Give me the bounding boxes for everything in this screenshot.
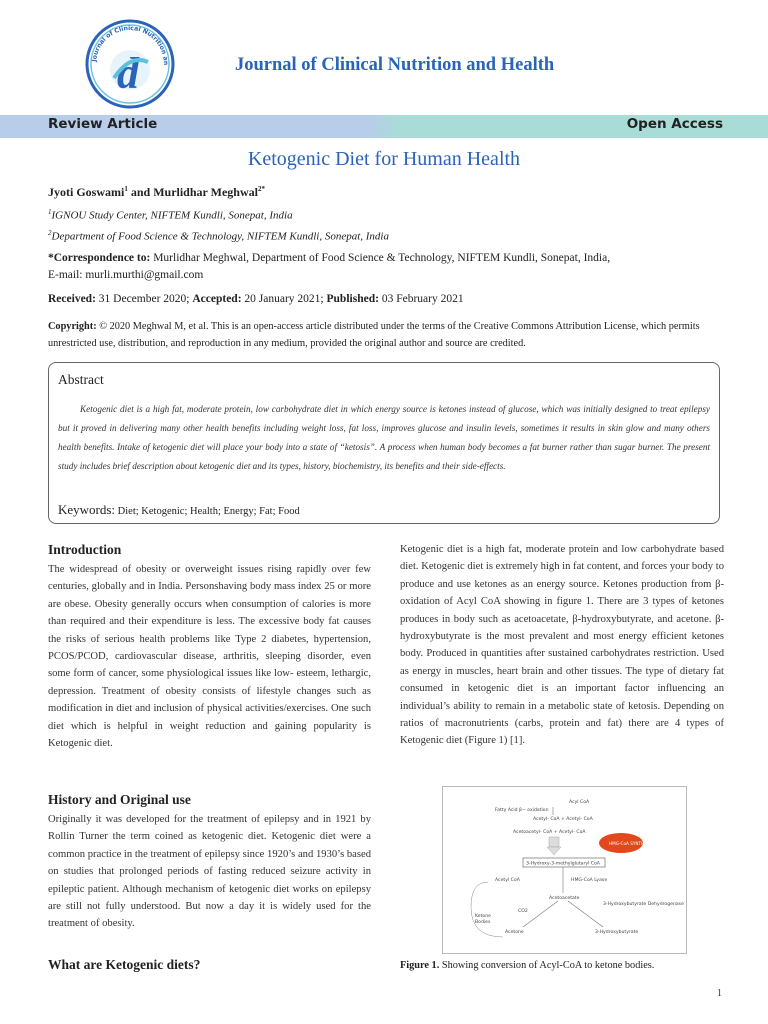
aff-1-sup: 1: [48, 208, 52, 216]
received-label: Received:: [48, 293, 96, 305]
accepted-label: Accepted:: [192, 293, 242, 305]
fig-acetoacetyl: Acetoacetyl- CoA + Acetyl- CoA: [513, 830, 586, 835]
abstract-body: Ketogenic diet is a high fat, moderate protein, low carbohydrate diet in which energy source is ketones instead of glucose, which was initially designed to treat epilepsy but it proved in delivering many other health benefits including weight loss, fat loss, improves glucose and insulin levels, sometimes it results in skin glow and many others health benefits. Intake of ketogenic diet will place your body into a state of “ketosis”. A process when human body becomes a fat burner rather than sugar burner. The present study includes brief description about ketogenic diet and its types, history, biochemistry, its benefits and their side-effects.: [58, 404, 710, 471]
access-type: Open Access: [626, 116, 723, 132]
correspondence: [48, 252, 610, 264]
fig-ketone: Ketone: [475, 914, 491, 919]
history-body: Originally it was developed for the treatment of epilepsy and in 1921 by Rollin Turner the term coined as ketogenic diet. Ketogenic diet were a common practice in the treatment of epilepsy since 1920’s and 1930’s based on studies that prolonged periods of fasting reduced seizure activity in epileptic patient. Although mechanism of ketogenic diet works on epilepsy are still not fully understood. But now a day it is widely used for the treatment of obesity.: [48, 814, 371, 930]
fig-acetone: Acetone: [505, 930, 524, 935]
author-2: and Murlidhar Meghwal: [127, 185, 258, 199]
figure-caption-text: Showing conversion of Acyl-CoA to ketone bodies.: [439, 960, 655, 971]
figure-caption-label: Figure 1.: [400, 960, 440, 971]
affiliation-2: [48, 229, 389, 243]
aff-1-text: IGNOU Study Center, NIFTEM Kundli, Sonepat, India: [51, 209, 293, 222]
fig-acetyl-pair: Acetyl- CoA + Acetyl- CoA: [533, 817, 593, 822]
keywords-label: Keywords:: [58, 502, 116, 517]
article-title: Ketogenic Diet for Human Health: [247, 148, 521, 170]
logo-text: Journal of Clinical Nutrition an: [91, 24, 170, 66]
affiliation-1: [48, 208, 293, 222]
fig-hmg-lyase: HMG-CoA Lyase: [571, 878, 608, 883]
logo-letter: d: [117, 49, 139, 98]
abstract-heading: Abstract: [58, 372, 104, 387]
figure-1: [442, 786, 687, 954]
copyright-text: © 2020 Meghwal M, et al. This is an open-access article distributed under the terms of the Creative Commons Attribution License, which permits unrestricted use, distribution, and reproduction in any medium, provided the original author and source are credited.: [48, 321, 700, 349]
author-2-sup: 2*: [257, 185, 265, 193]
received-date: 31 December 2020;: [95, 293, 193, 305]
fig-hydroxybutyrate: 3-Hydroxybutyrate: [595, 930, 639, 935]
history-heading: History and Original use: [48, 792, 191, 807]
published-date: 03 February 2021: [378, 293, 464, 305]
journal-title: Journal of Clinical Nutrition and Health: [235, 55, 555, 75]
authors: [48, 185, 265, 200]
published-label: Published:: [326, 293, 379, 305]
fig-fatty-acid: Fatty Acid β− oxidation: [495, 808, 549, 813]
copyright-label: Copyright:: [48, 321, 97, 332]
fig-hmg-coa: 3-Hydroxy-3-methylglutaryl CoA: [526, 861, 600, 867]
keywords-list: Diet; Ketogenic; Health; Energy; Fat; Food: [115, 506, 300, 517]
fig-co2: CO2: [518, 909, 528, 914]
page-number: 1: [717, 988, 722, 999]
figure-caption: [400, 960, 654, 971]
fig-bodies: Bodies: [475, 920, 491, 925]
aff-2-text: Department of Food Science & Technology, NIFTEM Kundli, Sonepat, India: [51, 230, 389, 243]
fig-acetoacetate: Acetoacetate: [549, 896, 580, 901]
article-type: Review Article: [48, 116, 158, 132]
author-1: Jyoti Goswami: [48, 185, 125, 199]
email[interactable]: E-mail: murli.murthi@gmail.com: [48, 269, 204, 281]
copyright: [48, 318, 720, 352]
aff-2-sup: 2: [48, 229, 52, 237]
journal-logo: [84, 18, 176, 110]
fig-acetyl-coa: Acetyl CoA: [495, 878, 520, 883]
intro-heading: Introduction: [48, 542, 122, 557]
what-heading: What are Ketogenic diets?: [48, 957, 201, 972]
intro-body: The widespread of obesity or overweight issues rising rapidly over few centuries, globally and in India. Personshaving body mass index 25 or more are obese. Obesity generally occurs when consumption of calories is more than required and their expenditure is less. The excessive body fat causes the risks of serious health problems like Type 2 diabetes, hypertension, PCOS/PCOD, cardiovascular disease, arthritis, sleeping disorder, even some form of cancer, some physiological issues like low- esteem, lethargic, depression. Treatment of obesity consists of lifestyle changes such as modification in diet and inclusion of physical activities/exercises. One such diet which is helpful in weight reduction and gaining popularity is Ketogenic diet.: [48, 564, 371, 750]
accepted-date: 20 January 2021;: [241, 293, 327, 305]
author-1-sup: 1: [124, 185, 128, 193]
fig-dehydrogenase: 3-Hydroxybutyrate Dehydrogenase: [603, 902, 684, 907]
corr-label: *Correspondence to:: [48, 252, 151, 264]
right-body: Ketogenic diet is a high fat, moderate protein and low carbohydrate based diet. Ketogenic diet is extremely high in fat content, and forces your body to produce and use ketones as an energy source. Ketones production from β-oxidation of Acyl CoA showing in figure 1. There are 3 types of ketones produces in body such as acetoacetate, β-hydroxybutyrate, and acetone. β-hydroxybutyrate is the most prevalent and most energy efficient ketones body. Produced in quantities after sustained carbohydrates restriction. Used as energy in muscles, heart brain and other tissues. The type of dietary fat consumed in ketogenic diet is an important factor influencing an individual’s ability to remain in a metabolic state of ketosis. Depending on ratios of macronutrients (carbs, protein and fat) there are 4 types of Ketogenic diet (Figure 1) [1].: [400, 544, 724, 747]
keywords: [58, 502, 300, 518]
dates: [48, 293, 464, 305]
fig-hmg-synthase: HMG-CoA SYNTHASE: [609, 841, 653, 846]
fig-acyl-coa: Acyl CoA: [569, 800, 590, 805]
corr-text: Murlidhar Meghwal, Department of Food Science & Technology, NIFTEM Kundli, Sonepat, India,: [150, 252, 611, 264]
